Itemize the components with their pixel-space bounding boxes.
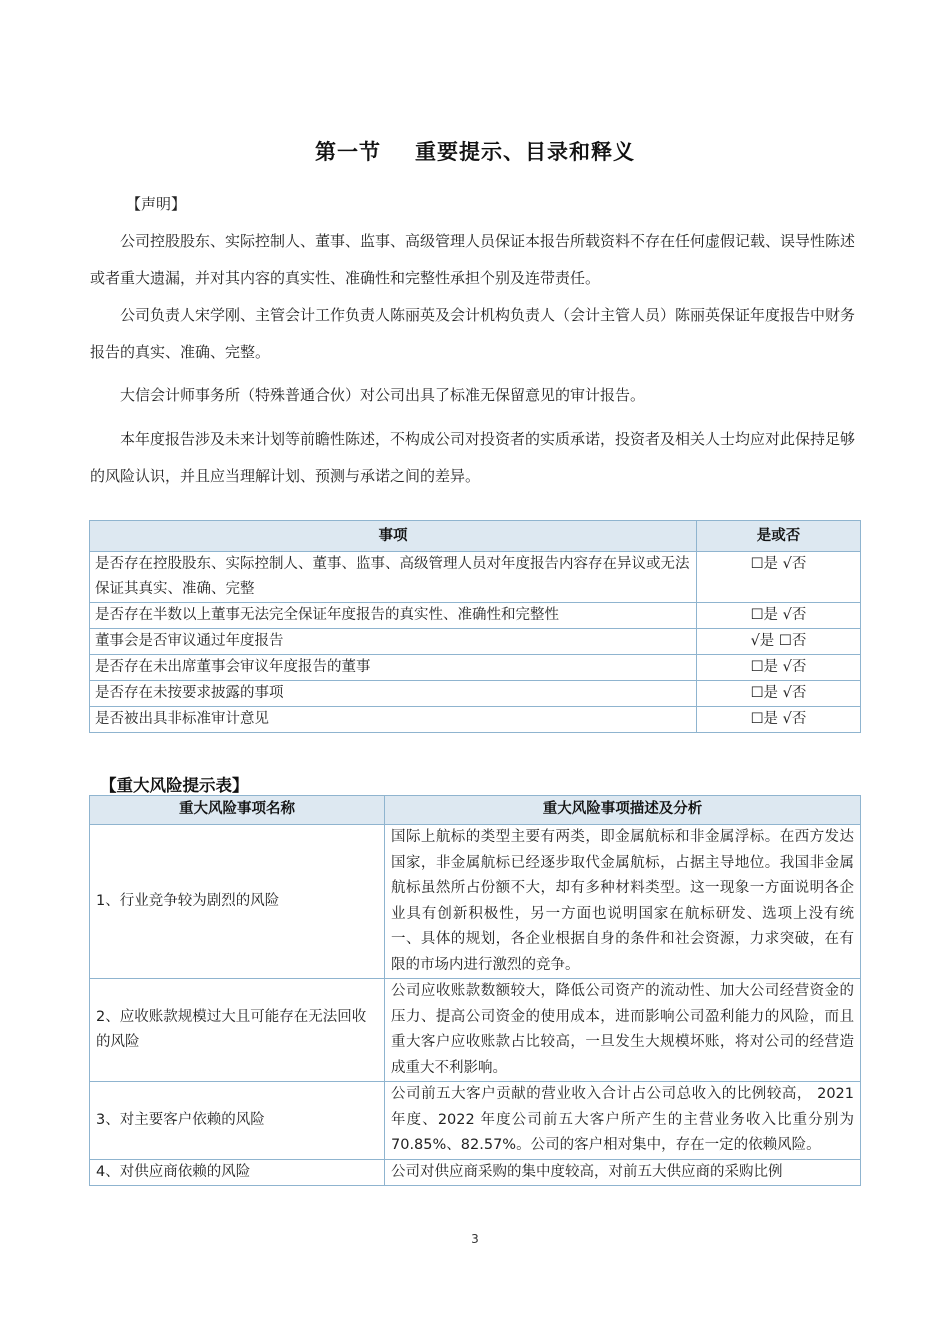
matter-answer: ☐是 √否 xyxy=(697,603,861,629)
risk-header-desc: 重大风险事项描述及分析 xyxy=(385,796,861,825)
matters-header-answer: 是或否 xyxy=(697,521,861,552)
table-row xyxy=(90,655,861,681)
matter-item: 是否存在未按要求披露的事项 xyxy=(90,681,697,707)
matter-item: 是否存在未出席董事会审议年度报告的董事 xyxy=(90,655,697,681)
matter-item: 是否存在半数以上董事无法完全保证年度报告的真实性、准确性和完整性 xyxy=(90,603,697,629)
risk-description: 公司对供应商采购的集中度较高，对前五大供应商的采购比例 xyxy=(385,1159,861,1186)
matters-table xyxy=(89,520,861,733)
declaration-paragraph-3 xyxy=(90,377,862,414)
table-row xyxy=(90,552,861,603)
matter-item: 是否存在控股股东、实际控制人、董事、监事、高级管理人员对年度报告内容存在异议或无法保证其真实、准确、完整 xyxy=(90,552,697,603)
risk-description: 国际上航标的类型主要有两类，即金属航标和非金属浮标。在西方发达国家，非金属航标已经逐步取代金属航标，占据主导地位。我国非金属航标虽然所占份额不大，却有多种材料类型。这一现象一方面说明各企业具有创新积极性，另一方面也说明国家在航标研发、选项上没有统一、具体的规划，各企业根据自身的条件和社会资源，力求突破，在有限的市场内进行激烈的竞争。 xyxy=(385,825,861,979)
matter-answer: ☐是 √否 xyxy=(697,552,861,603)
matter-answer: √是 ☐否 xyxy=(697,629,861,655)
table-row xyxy=(90,825,861,979)
risk-header-row xyxy=(90,796,861,825)
risk-description: 公司前五大客户贡献的营业收入合计占公司总收入的比例较高， 2021 年度、2022 年度公司前五大客户所产生的主营业务收入比重分别为 70.85%、82.57%。公司的客户相对集中，存在一定的依赖风险。 xyxy=(385,1082,861,1160)
section-label: 第一节 xyxy=(315,140,381,164)
section-title xyxy=(0,136,950,166)
audit-opinion-text: 对公司出具了标准无保留意见的审计报告。 xyxy=(360,386,646,404)
table-row xyxy=(90,707,861,733)
page-number: 3 xyxy=(471,1232,479,1246)
risk-header-name: 重大风险事项名称 xyxy=(90,796,385,825)
declaration-paragraph-4: 本年度报告涉及未来计划等前瞻性陈述，不构成公司对投资者的实质承诺，投资者及相关人士均应对此保持足够的风险认识，并且应当理解计划、预测与承诺之间的差异。 xyxy=(90,430,856,485)
risk-name: 1、行业竞争较为剧烈的风险 xyxy=(90,825,385,979)
table-row xyxy=(90,681,861,707)
table-row xyxy=(90,1082,861,1160)
matters-header-row xyxy=(90,521,861,552)
matters-header-item: 事项 xyxy=(90,521,697,552)
declaration-paragraph-1: 公司控股股东、实际控制人、董事、监事、高级管理人员保证本报告所载资料不存在任何虚假记载、误导性陈述或者重大遗漏，并对其内容的真实性、准确性和完整性承担个别及连带责任。 xyxy=(90,232,856,287)
risk-description: 公司应收账款数额较大，降低公司资产的流动性、加大公司经营资金的压力、提高公司资金的使用成本，进而影响公司盈利能力的风险，而且重大客户应收账款占比较高，一旦发生大规模坏账，将对公司的经营造成重大不利影响。 xyxy=(385,979,861,1082)
auditor-name: 大信会计师事务所（特殊普通合伙） xyxy=(120,386,361,404)
declaration-paragraph-2: 公司负责人宋学刚、主管会计工作负责人陈丽英及会计机构负责人（会计主管人员）陈丽英保证年度报告中财务报告的真实、准确、完整。 xyxy=(90,306,856,361)
table-row xyxy=(90,629,861,655)
matter-answer: ☐是 √否 xyxy=(697,707,861,733)
table-row xyxy=(90,1159,861,1186)
risk-name: 2、应收账款规模过大且可能存在无法回收的风险 xyxy=(90,979,385,1082)
section-heading: 重要提示、目录和释义 xyxy=(415,140,635,164)
matter-answer: ☐是 √否 xyxy=(697,655,861,681)
matter-answer: ☐是 √否 xyxy=(697,681,861,707)
risk-table xyxy=(89,795,861,1186)
declaration-heading: 【声明】 xyxy=(126,195,187,213)
table-row xyxy=(90,603,861,629)
matter-item: 是否被出具非标准审计意见 xyxy=(90,707,697,733)
matter-item: 董事会是否审议通过年度报告 xyxy=(90,629,697,655)
table-row xyxy=(90,979,861,1082)
risk-name: 4、对供应商依赖的风险 xyxy=(90,1159,385,1186)
risk-name: 3、对主要客户依赖的风险 xyxy=(90,1082,385,1160)
risk-table-title: 【重大风险提示表】 xyxy=(100,776,249,795)
